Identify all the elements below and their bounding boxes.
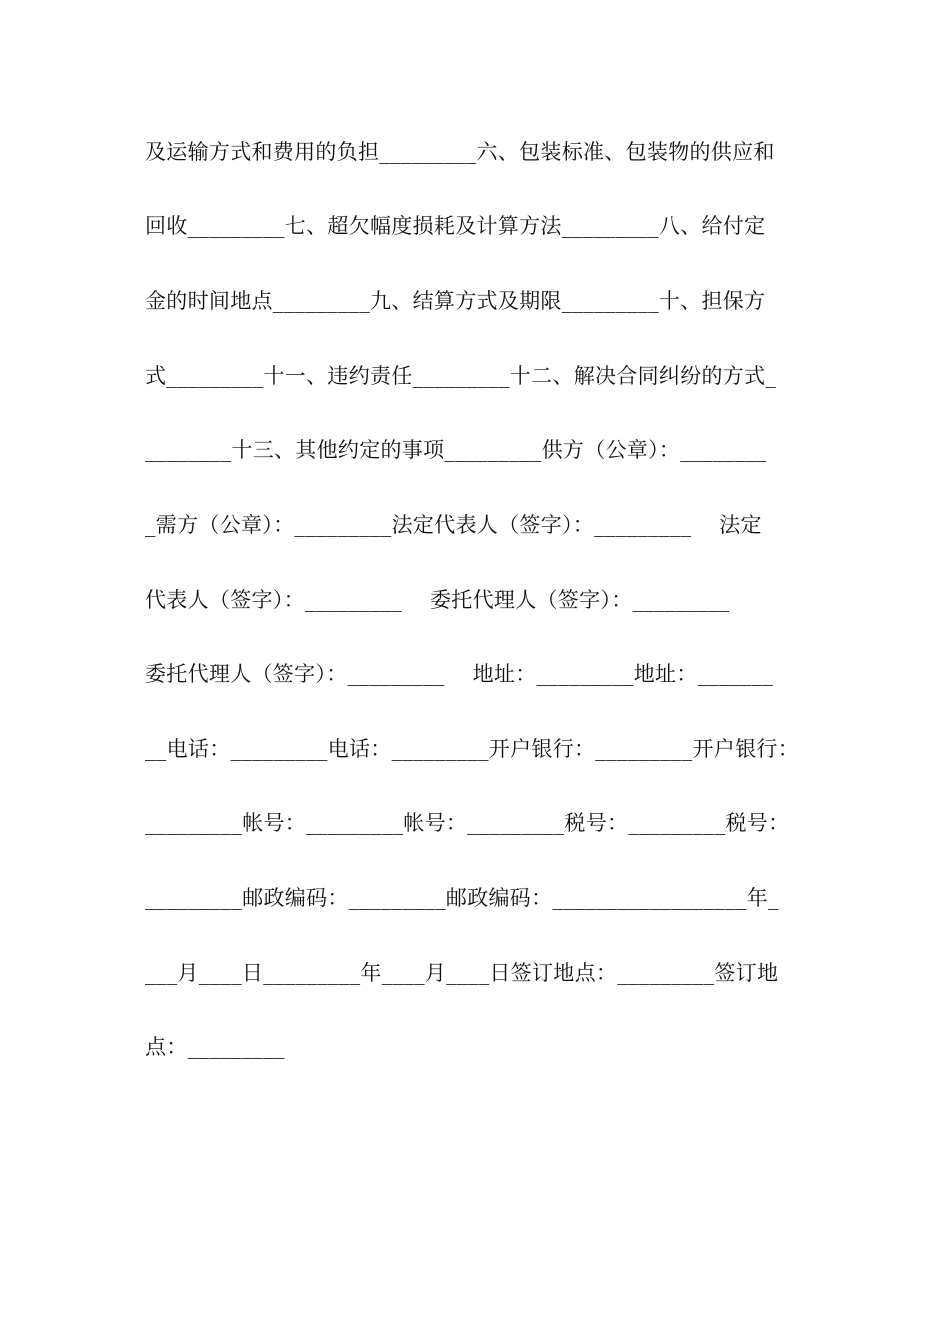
text-line: 式_________十一、违约责任_________十二、解决合同纠纷的方式_: [145, 364, 777, 388]
text-line: ________十三、其他约定的事项_________供方（公章）：________: [145, 438, 767, 462]
text-line: 及运输方式和费用的负担_________六、包装标准、包装物的供应和: [145, 140, 775, 164]
text-line: ___月____日_________年____月____日签订地点：_________签订地: [145, 961, 779, 985]
text-line: 金的时间地点_________九、结算方式及期限_________十、担保方: [145, 289, 766, 313]
text-line: 代表人（签字）：_________ 委托代理人（签字）：_________: [145, 588, 730, 612]
text-line: 点：_________: [145, 1035, 285, 1059]
text-line: _________邮政编码：_________邮政编码：__________________年_: [145, 886, 779, 910]
text-line: 委托代理人（签字）：_________ 地址：_________地址：_______: [145, 662, 774, 686]
text-line: _________帐号：_________帐号：_________税号：_________税号：: [145, 811, 790, 835]
text-line: __电话：_________电话：_________开户银行：_________开户银行：: [145, 737, 799, 761]
text-line: _需方（公章）：_________法定代表人（签字）：_________ 法定: [145, 513, 762, 537]
text-line: 回收_________七、超欠幅度损耗及计算方法_________八、给付定: [145, 214, 766, 238]
